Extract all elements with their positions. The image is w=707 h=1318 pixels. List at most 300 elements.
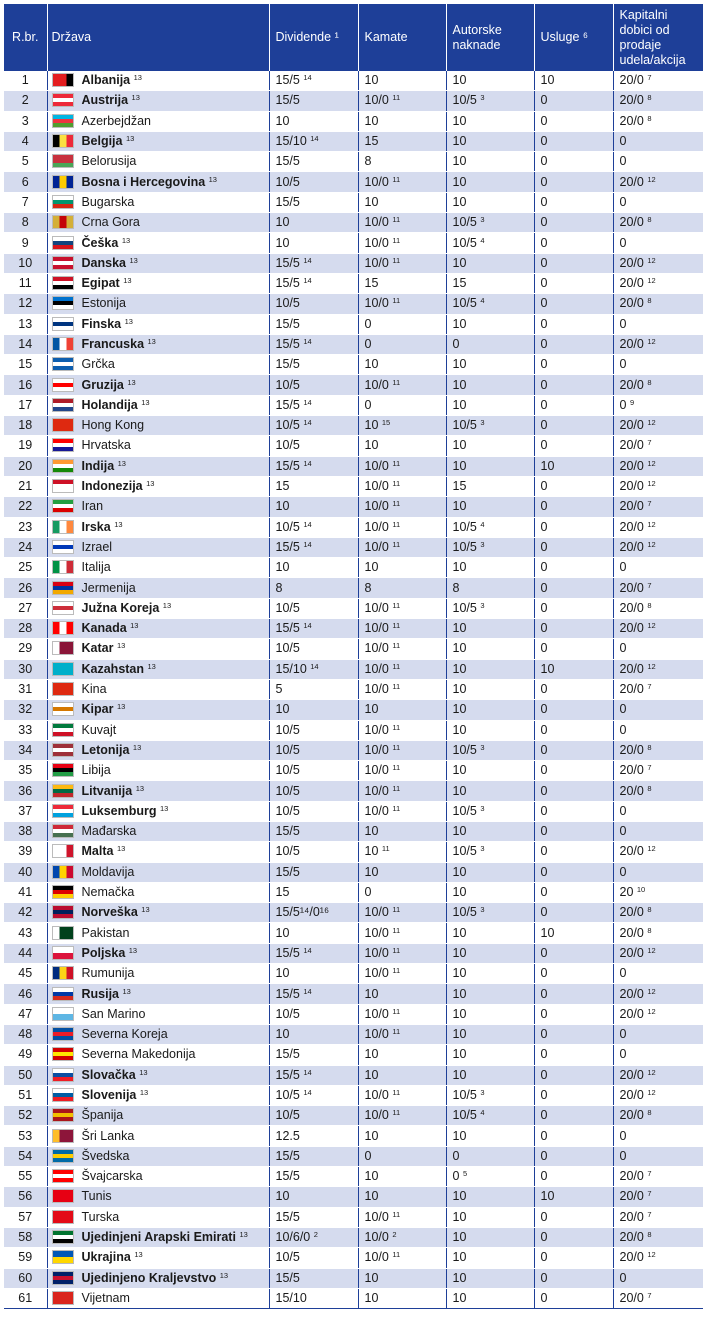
cell-dividende xyxy=(269,517,358,537)
value: 10 xyxy=(364,357,379,372)
cell-dividende xyxy=(269,1126,358,1146)
cell-dividende xyxy=(269,416,358,436)
cell-usluge xyxy=(534,1268,613,1288)
value: 0 xyxy=(619,702,627,717)
table-row xyxy=(4,476,703,496)
cell-kapitalni-dobici xyxy=(613,152,703,172)
row-number: 39 xyxy=(18,844,33,859)
cell-kamate xyxy=(358,1187,446,1207)
cell-kamate xyxy=(358,375,446,395)
value: 10 xyxy=(452,438,467,453)
cell-kapitalni-dobici xyxy=(613,476,703,496)
cell-usluge xyxy=(534,903,613,923)
value: 0 xyxy=(364,1148,372,1163)
table-row xyxy=(4,781,703,801)
cell-kapitalni-dobici xyxy=(613,131,703,151)
value: 0 xyxy=(540,1108,548,1123)
cell-autorske-naknade xyxy=(446,1207,534,1227)
cell-kapitalni-dobici xyxy=(613,740,703,760)
footnote-marker: 11 xyxy=(392,661,401,671)
cell-kamate xyxy=(358,476,446,496)
cell-usluge xyxy=(534,1065,613,1085)
footnote-marker: 11 xyxy=(392,235,401,245)
value: 10/0 xyxy=(364,641,389,656)
value: 0 xyxy=(540,499,548,514)
row-number: 52 xyxy=(18,1108,33,1123)
value: 20/0 xyxy=(619,499,644,514)
row-number: 35 xyxy=(18,763,33,778)
cell-drzava xyxy=(47,233,269,253)
country-name: Izrael xyxy=(81,539,113,554)
value: 10 xyxy=(452,966,467,981)
cell-autorske-naknade xyxy=(446,781,534,801)
value: 20/0 xyxy=(619,377,644,392)
country-name: Kazahstan xyxy=(81,661,145,676)
value: 10/0 xyxy=(364,763,389,778)
footnote-marker: 13 xyxy=(135,783,145,793)
value: 10 xyxy=(452,945,467,960)
cell-kapitalni-dobici xyxy=(613,862,703,882)
country-flag-icon xyxy=(52,723,74,737)
value: 15/10 xyxy=(275,661,307,676)
cell-dividende xyxy=(269,375,358,395)
cell-autorske-naknade xyxy=(446,984,534,1004)
value: 20/0 xyxy=(619,418,644,433)
value: 15/5 xyxy=(275,864,300,879)
footnote-marker: 14 xyxy=(303,337,312,346)
cell-rbr xyxy=(4,700,47,720)
value: 10 xyxy=(364,824,379,839)
cell-usluge xyxy=(534,1248,613,1268)
cell-drzava xyxy=(47,1167,269,1187)
cell-drzava xyxy=(47,1187,269,1207)
value: 0 xyxy=(619,397,627,412)
value: 10/5 xyxy=(275,600,300,615)
value: 0 xyxy=(540,560,548,575)
footnote-marker: 11 xyxy=(392,1209,401,1219)
cell-usluge xyxy=(534,619,613,639)
footnote-marker: 14 xyxy=(303,519,312,529)
value: 20/0 xyxy=(619,255,644,270)
value: 10/5 xyxy=(275,296,300,311)
cell-drzava xyxy=(47,71,269,91)
cell-autorske-naknade xyxy=(446,740,534,760)
value: 10 xyxy=(452,783,467,798)
cell-drzava xyxy=(47,578,269,598)
value: 10/5 xyxy=(275,1087,300,1102)
cell-rbr xyxy=(4,517,47,537)
cell-usluge xyxy=(534,943,613,963)
row-number: 3 xyxy=(21,113,29,128)
value: 10/5 xyxy=(275,783,300,798)
country-flag-icon xyxy=(52,540,74,554)
footnote-marker: 3 xyxy=(480,844,485,854)
cell-drzava xyxy=(47,294,269,314)
value: 10 xyxy=(452,1290,467,1305)
cell-usluge xyxy=(534,71,613,91)
country-name: Libija xyxy=(81,763,111,778)
value: 0 xyxy=(619,316,627,331)
value: 10 xyxy=(364,113,379,128)
cell-kamate xyxy=(358,1024,446,1044)
value: 0 xyxy=(619,1128,627,1143)
country-flag-icon xyxy=(52,1271,74,1285)
cell-dividende xyxy=(269,1004,358,1024)
cell-dividende xyxy=(269,558,358,578)
cell-kapitalni-dobici xyxy=(613,517,703,537)
cell-rbr xyxy=(4,1248,47,1268)
value: 10 xyxy=(275,235,290,250)
value: 10 xyxy=(452,763,467,778)
table-row xyxy=(4,903,703,923)
value: 0 xyxy=(540,1270,548,1285)
row-number: 12 xyxy=(18,296,33,311)
country-name: Azerbejdžan xyxy=(81,113,151,128)
cell-kamate xyxy=(358,821,446,841)
row-number: 11 xyxy=(18,276,32,291)
cell-dividende xyxy=(269,1288,358,1308)
value: 10/0 xyxy=(364,174,389,189)
country-flag-icon xyxy=(52,641,74,655)
footnote-marker: 9 xyxy=(629,397,635,407)
country-name: Francuska xyxy=(81,337,145,351)
value: 10/5 xyxy=(452,803,477,818)
cell-dividende xyxy=(269,821,358,841)
value: 0 xyxy=(540,194,548,209)
country-name: Indija xyxy=(81,458,115,473)
value: 10 xyxy=(452,194,467,209)
cell-kapitalni-dobici xyxy=(613,1207,703,1227)
value: 15/5 xyxy=(275,73,300,88)
table-row xyxy=(4,578,703,598)
cell-usluge xyxy=(534,1207,613,1227)
value: 10 xyxy=(364,1047,379,1062)
cell-usluge xyxy=(534,111,613,131)
footnote-marker: 13 xyxy=(116,641,126,651)
footnote-marker: 8 xyxy=(647,925,652,935)
value: 0 xyxy=(540,742,548,757)
footnote-marker: 7 xyxy=(647,1290,652,1300)
row-number: 21 xyxy=(18,479,33,494)
row-number: 6 xyxy=(21,174,29,189)
cell-dividende xyxy=(269,1146,358,1166)
value: 10/0 xyxy=(364,235,389,250)
row-number: 1 xyxy=(21,73,29,88)
value: 20/0 xyxy=(619,539,644,554)
footnote-marker: 11 xyxy=(392,966,401,976)
row-number: 9 xyxy=(21,235,29,250)
row-number: 32 xyxy=(18,702,33,717)
footnote-marker: 8 xyxy=(647,296,652,306)
value: 10 xyxy=(540,73,555,88)
footnote-marker: 11 xyxy=(392,783,401,793)
country-name: Slovenija xyxy=(81,1087,137,1102)
value: 0 xyxy=(540,215,548,230)
value: 10 xyxy=(364,864,379,879)
country-flag-icon xyxy=(52,520,74,534)
country-name: Kuvajt xyxy=(81,722,117,737)
footnote-marker: 11 xyxy=(392,215,401,225)
value: 10/5 xyxy=(452,600,477,615)
cell-kapitalni-dobici xyxy=(613,943,703,963)
country-flag-icon xyxy=(52,662,74,676)
cell-usluge xyxy=(534,273,613,293)
value: 20/0 xyxy=(619,1067,644,1082)
cell-dividende xyxy=(269,314,358,334)
country-flag-icon xyxy=(52,378,74,392)
value: 8 xyxy=(364,580,372,595)
country-name: Letonija xyxy=(81,742,130,757)
cell-rbr xyxy=(4,476,47,496)
cell-kapitalni-dobici xyxy=(613,1167,703,1187)
cell-drzava xyxy=(47,679,269,699)
value: 10/5 xyxy=(452,1108,477,1123)
value: 0 xyxy=(540,255,548,270)
value: 10/0 xyxy=(364,742,389,757)
footnote-marker: 11 xyxy=(392,1087,401,1097)
footnote-marker: 11 xyxy=(392,945,401,955)
table-row xyxy=(4,314,703,334)
cell-drzava xyxy=(47,517,269,537)
cell-rbr xyxy=(4,964,47,984)
cell-dividende xyxy=(269,476,358,496)
value: 0 xyxy=(540,905,548,920)
cell-autorske-naknade xyxy=(446,91,534,111)
cell-autorske-naknade xyxy=(446,334,534,354)
row-number: 17 xyxy=(18,397,33,412)
value: 0 xyxy=(540,885,548,900)
cell-drzava xyxy=(47,720,269,740)
cell-drzava xyxy=(47,801,269,821)
value: 20/0 xyxy=(619,682,644,697)
cell-usluge xyxy=(534,984,613,1004)
value: 0 xyxy=(540,763,548,778)
footnote-marker: 11 xyxy=(392,1250,401,1260)
cell-dividende xyxy=(269,1167,358,1187)
value: 10/5 xyxy=(275,1250,300,1265)
cell-usluge xyxy=(534,375,613,395)
cell-dividende xyxy=(269,152,358,172)
value: 12.5 xyxy=(275,1128,300,1143)
value: 0 xyxy=(540,722,548,737)
cell-rbr xyxy=(4,801,47,821)
value: 10 xyxy=(364,844,379,859)
cell-usluge xyxy=(534,1126,613,1146)
row-number: 48 xyxy=(18,1027,33,1042)
value: 20/0 xyxy=(619,215,644,230)
cell-drzava xyxy=(47,862,269,882)
value: 10/5 xyxy=(275,844,300,859)
value: 20/0 xyxy=(619,1189,644,1204)
cell-kapitalni-dobici xyxy=(613,497,703,517)
value: 10 xyxy=(452,73,467,88)
cell-rbr xyxy=(4,294,47,314)
cell-usluge xyxy=(534,842,613,862)
footnote-marker: 11 xyxy=(392,519,401,529)
country-flag-icon xyxy=(52,621,74,635)
country-name: Norveška xyxy=(81,905,138,920)
cell-rbr xyxy=(4,172,47,192)
country-name: Ukrajina xyxy=(81,1250,131,1265)
header-drzava: Država xyxy=(47,4,269,71)
cell-usluge xyxy=(534,172,613,192)
value: 10 xyxy=(452,1230,467,1245)
value: 10 xyxy=(452,316,467,331)
country-flag-icon xyxy=(52,1189,74,1203)
value: 0 xyxy=(540,276,548,291)
value: 10/0 xyxy=(364,539,389,554)
country-flag-icon xyxy=(52,1007,74,1021)
cell-usluge xyxy=(534,1187,613,1207)
cell-kamate xyxy=(358,517,446,537)
cell-drzava xyxy=(47,192,269,212)
footnote-marker: 11 xyxy=(392,458,401,468)
value: 10 xyxy=(452,661,467,676)
cell-rbr xyxy=(4,1288,47,1308)
value: 0 xyxy=(540,134,548,149)
cell-kamate xyxy=(358,619,446,639)
value: 10 xyxy=(452,1189,467,1204)
footnote-marker: 11 xyxy=(392,479,401,489)
value: 15/5 xyxy=(275,1270,300,1285)
value: 10/0 xyxy=(364,296,389,311)
cell-drzava xyxy=(47,1024,269,1044)
row-number: 8 xyxy=(21,215,29,230)
footnote-marker: 8 xyxy=(647,1108,652,1118)
cell-usluge xyxy=(534,537,613,557)
value: 10 xyxy=(452,134,467,149)
row-number: 16 xyxy=(18,377,33,392)
footnote-marker: 11 xyxy=(392,600,401,610)
table-row xyxy=(4,821,703,841)
country-flag-icon xyxy=(52,317,74,331)
cell-autorske-naknade xyxy=(446,862,534,882)
cell-autorske-naknade xyxy=(446,720,534,740)
cell-kapitalni-dobici xyxy=(613,71,703,91)
cell-kamate xyxy=(358,131,446,151)
footnote-marker: 14 xyxy=(303,255,312,265)
table-row xyxy=(4,273,703,293)
cell-kamate xyxy=(358,1065,446,1085)
cell-dividende xyxy=(269,1207,358,1227)
value: 10/5 xyxy=(452,1087,477,1102)
value: 15/5 xyxy=(275,316,300,331)
cell-kamate xyxy=(358,294,446,314)
value: 20/0 xyxy=(619,1250,644,1265)
footnote-marker: 3 xyxy=(480,742,485,752)
value: 10 xyxy=(452,1209,467,1224)
cell-usluge xyxy=(534,253,613,273)
footnote-marker: 10 xyxy=(636,885,646,895)
cell-drzava xyxy=(47,1065,269,1085)
cell-drzava xyxy=(47,456,269,476)
value: 10 xyxy=(452,1250,467,1265)
table-row xyxy=(4,537,703,557)
table-row xyxy=(4,152,703,172)
cell-dividende xyxy=(269,1024,358,1044)
value: 0 xyxy=(540,803,548,818)
cell-kapitalni-dobici xyxy=(613,1288,703,1308)
cell-kamate xyxy=(358,355,446,375)
value: 10/0 xyxy=(364,1230,389,1245)
country-name: Jermenija xyxy=(81,580,136,595)
footnote-marker: 13 xyxy=(116,702,126,712)
country-flag-icon xyxy=(52,1047,74,1061)
cell-rbr xyxy=(4,1187,47,1207)
footnote-marker: 8 xyxy=(647,113,652,123)
cell-autorske-naknade xyxy=(446,558,534,578)
footnote-marker: 11 xyxy=(392,255,401,265)
cell-rbr xyxy=(4,1146,47,1166)
value: 10/0 xyxy=(364,215,389,230)
header-kamate: Kamate xyxy=(358,4,446,71)
cell-dividende xyxy=(269,91,358,111)
table-row xyxy=(4,1126,703,1146)
cell-drzava xyxy=(47,375,269,395)
footnote-marker: 7 xyxy=(647,1169,652,1179)
cell-kamate xyxy=(358,943,446,963)
table-row xyxy=(4,233,703,253)
country-name: Finska xyxy=(81,316,122,331)
cell-kapitalni-dobici xyxy=(613,537,703,557)
country-name: Severna Makedonija xyxy=(81,1047,196,1062)
cell-rbr xyxy=(4,416,47,436)
country-name: Gruzija xyxy=(81,377,124,392)
table-row xyxy=(4,497,703,517)
cell-usluge xyxy=(534,152,613,172)
footnote-marker: 13 xyxy=(139,1087,149,1097)
table-row xyxy=(4,111,703,131)
cell-dividende xyxy=(269,273,358,293)
cell-usluge xyxy=(534,1167,613,1187)
footnote-marker: 3 xyxy=(480,803,485,813)
footnote-marker: 7 xyxy=(647,682,652,692)
cell-rbr xyxy=(4,71,47,91)
cell-kamate xyxy=(358,1004,446,1024)
value: 10 xyxy=(275,925,290,940)
value: 0 xyxy=(540,966,548,981)
cell-dividende xyxy=(269,943,358,963)
value: 15 xyxy=(452,276,467,291)
cell-autorske-naknade xyxy=(446,1106,534,1126)
cell-kamate xyxy=(358,659,446,679)
country-name: Tunis xyxy=(81,1189,112,1204)
value: 0 xyxy=(619,1047,627,1062)
cell-dividende xyxy=(269,436,358,456)
cell-kamate xyxy=(358,578,446,598)
country-flag-icon xyxy=(52,418,74,432)
row-number: 42 xyxy=(18,905,33,920)
table-row xyxy=(4,1146,703,1166)
cell-kapitalni-dobici xyxy=(613,456,703,476)
country-name: Austrija xyxy=(81,93,129,108)
footnote-marker: 12 xyxy=(647,1087,656,1097)
cell-autorske-naknade xyxy=(446,1024,534,1044)
cell-kapitalni-dobici xyxy=(613,273,703,293)
cell-usluge xyxy=(534,923,613,943)
cell-drzava xyxy=(47,558,269,578)
value: 0 xyxy=(540,397,548,412)
footnote-marker: 8 xyxy=(647,905,652,915)
cell-rbr xyxy=(4,558,47,578)
row-number: 5 xyxy=(21,154,29,169)
footnote-marker: 8 xyxy=(647,600,652,610)
country-flag-icon xyxy=(52,804,74,818)
footnote-marker: 3 xyxy=(480,1087,485,1097)
cell-dividende xyxy=(269,71,358,91)
value: 10/0 xyxy=(364,966,389,981)
table-row xyxy=(4,842,703,862)
